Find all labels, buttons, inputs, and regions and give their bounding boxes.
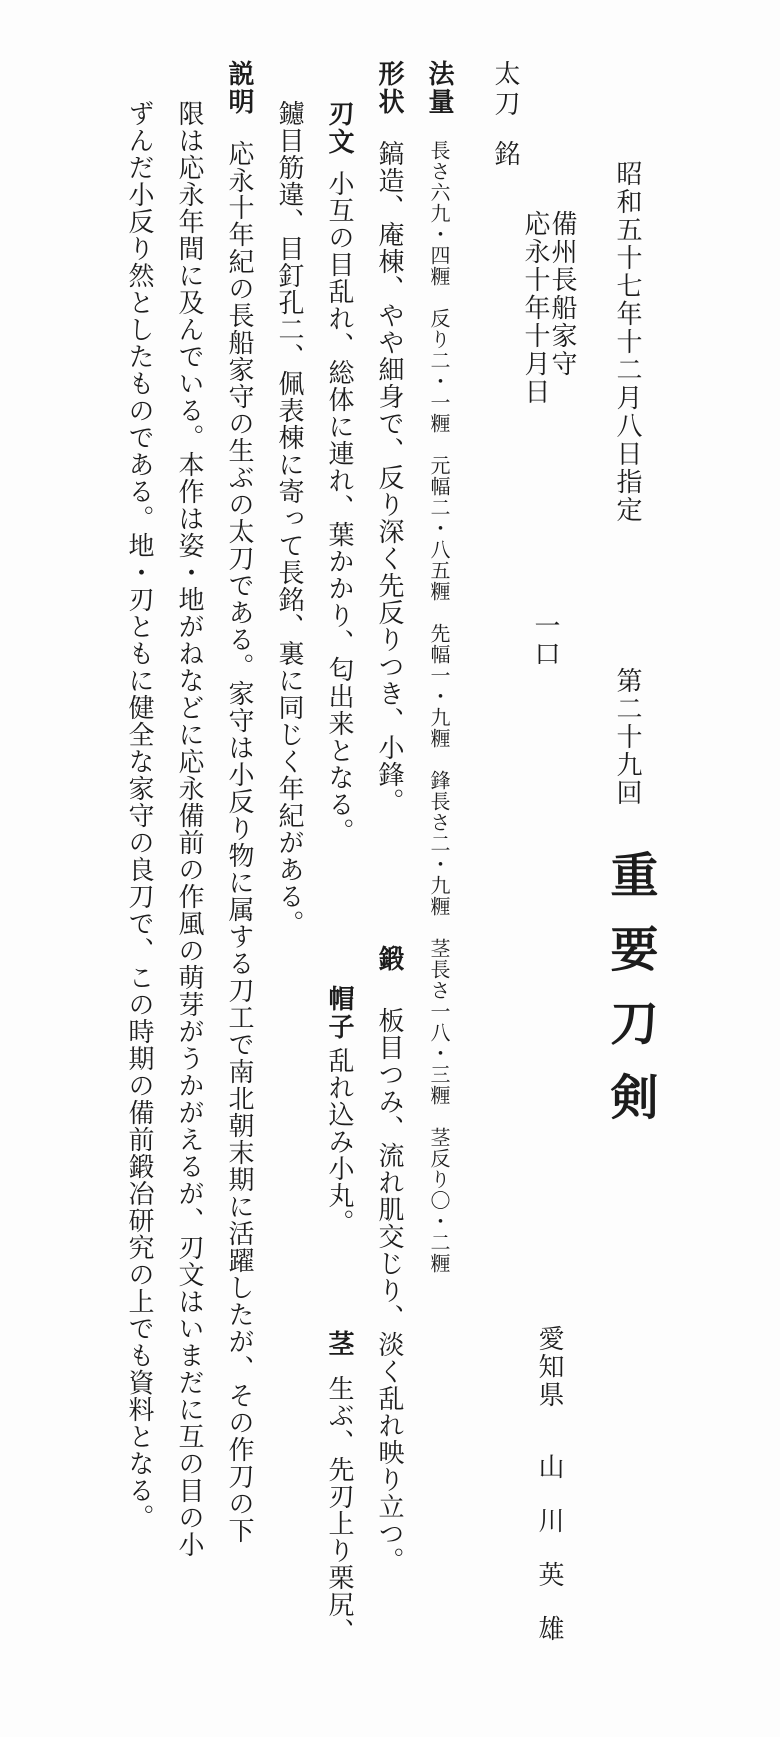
description-line-1: 応永十年紀の長船家守の生ぶの太刀である。家守は小反り物に属する刀工で南北朝末期に活躍したが、その作刀の下 bbox=[224, 140, 254, 1544]
forging-label: 鍛 bbox=[374, 945, 404, 973]
description-line-2: 限は応永年間に及んでいる。本作は姿・地がねなどに応永備前の作風の萌芽がうかがえるが、刃文はいまだに互の目の小 bbox=[174, 100, 204, 1558]
sword-type: 太刀 bbox=[490, 60, 520, 120]
forging-text: 板目つみ、流れ肌交じり、淡く乱れ映り立つ。 bbox=[374, 1007, 404, 1574]
description-label: 説明 bbox=[224, 60, 254, 116]
hamon-label: 刃文 bbox=[324, 100, 354, 156]
boshi-label: 帽子 bbox=[324, 985, 354, 1041]
dimensions-label: 法量 bbox=[424, 60, 454, 116]
nakago-text: 生ぶ、先刃上り栗尻、 bbox=[324, 1375, 354, 1645]
nakago-continuation: 鑢目筋違、目釘孔二、佩表棟に寄って長銘、裏に同じく年紀がある。 bbox=[274, 100, 304, 937]
nakago-label: 茎 bbox=[324, 1330, 354, 1358]
dimensions-text: 長さ六九・四糎 反り二・一糎 元幅二・八五糎 先幅一・九糎 鋒長さ二・九糎 茎長さ一八・三糎 茎反り〇・二糎 bbox=[427, 140, 451, 1274]
shape-label: 形状 bbox=[374, 60, 404, 116]
page-title: 重要刀剣 bbox=[602, 850, 658, 1146]
shape-text: 鎬造、庵棟、やや細身で、反り深く先反りつき、小鋒。 bbox=[374, 140, 404, 815]
owner-name: 山川英雄 bbox=[534, 1453, 564, 1669]
prefecture: 愛知県 bbox=[534, 1325, 564, 1409]
boshi-text: 乱れ込み小丸。 bbox=[324, 1047, 354, 1236]
description-line-3: ずんだ小反り然としたものである。地・刃ともに健全な家守の良刀で、この時期の備前鍛冶研究の上でも資料となる。 bbox=[124, 100, 154, 1531]
inscription-line-1: 備州長船家守 bbox=[547, 210, 577, 378]
item-count: 一口 bbox=[530, 612, 560, 668]
inscription-line-2: 応永十年十月日 bbox=[520, 210, 550, 406]
hamon-text: 小互の目乱れ、総体に連れ、葉かかり、匂出来となる。 bbox=[324, 170, 354, 845]
session-number: 第二十九回 bbox=[612, 667, 642, 807]
mei-label: 銘 bbox=[490, 140, 520, 168]
designation-date: 昭和五十七年十二月八日指定 bbox=[612, 160, 642, 524]
